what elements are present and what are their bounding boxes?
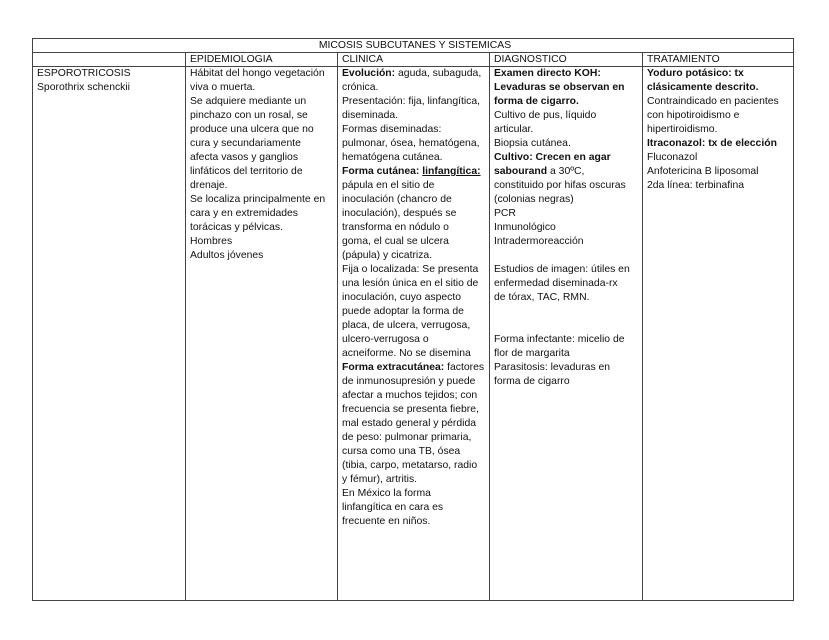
epi-line: Se localiza principalmente en xyxy=(190,194,326,205)
micosis-table xyxy=(32,38,794,601)
diag-line: forma de cigarro xyxy=(494,376,570,387)
diag-koh: Levaduras se observan en xyxy=(494,82,625,93)
clinica-line: de peso: pulmonar primaria, xyxy=(342,432,472,443)
diag-line: enfermedad diseminada-rx xyxy=(494,278,618,289)
header-diagnostico: DIAGNOSTICO xyxy=(490,53,643,67)
clinica-line: una lesión única en el sitio de xyxy=(342,278,479,289)
diag-line: flor de margarita xyxy=(494,348,570,359)
diag-line: Intradermoreacción xyxy=(494,236,584,247)
diag-line: constituido por hifas oscuras xyxy=(494,180,626,191)
epi-line: cara y en extremidades xyxy=(190,208,299,219)
diag-line: PCR xyxy=(494,208,516,219)
trat-yoduro: clásicamente descrito. xyxy=(647,82,759,93)
clinica-line: afectar a muchos tejidos; con xyxy=(342,390,478,401)
trat-line: hipertiroidismo. xyxy=(647,124,718,135)
header-epidemiologia: EPIDEMIOLOGIA xyxy=(186,53,338,67)
clinica-line: mal estado general y pérdida xyxy=(342,418,477,429)
diag-line: Inmunológico xyxy=(494,222,556,233)
forma-cutanea-label: Forma cutánea: xyxy=(342,166,423,177)
clinica-line: (tibia, carpo, metatarso, radio xyxy=(342,460,478,471)
diag-line: Forma infectante: micelio de xyxy=(494,334,625,345)
epi-line: linfáticos del territorio de xyxy=(190,166,303,177)
evolucion-label: Evolución: xyxy=(342,68,396,79)
epi-line: Se adquiere mediante un xyxy=(190,96,307,107)
clinica-line: cursa como una TB, ósea xyxy=(342,446,461,457)
forma-extracutanea-label: Forma extracutánea: xyxy=(342,362,445,373)
clinica-line: inoculación), después se xyxy=(342,208,457,219)
epidemiologia-cell xyxy=(186,67,338,601)
trat-itraconazol: Itraconazol: tx de elección xyxy=(647,138,777,149)
trat-line: 2da línea: terbinafina xyxy=(647,180,745,191)
clinica-line: puede adoptar la forma de xyxy=(342,306,464,317)
clinica-line: y fémur), artritis. xyxy=(342,474,418,485)
extracutanea-text: factores xyxy=(444,362,485,373)
spacer xyxy=(494,305,642,333)
clinica-evolucion xyxy=(342,67,489,81)
clinica-line: goma, el cual se ulcera xyxy=(342,236,449,247)
diag-line: (colonias negras) xyxy=(494,194,574,205)
clinica-forma-cutanea xyxy=(342,165,489,179)
clinica-line: crónica. xyxy=(342,82,379,93)
clinica-line: frecuencia se presenta fiebre, xyxy=(342,404,479,415)
clinica-line: Fija o localizada: Se presenta xyxy=(342,264,479,275)
linfangitica-label: linfangítica: xyxy=(422,166,481,177)
header-clinica: CLINICA xyxy=(338,53,490,67)
clinica-line: transforma en nódulo o xyxy=(342,222,449,233)
trat-line: Fluconazol xyxy=(647,152,698,163)
clinica-line: inoculación, cuyo aspecto xyxy=(342,292,461,303)
diag-line: de tórax, TAC, RMN. xyxy=(494,292,590,303)
disease-name: ESPOROTRICOSIS xyxy=(37,68,131,79)
epi-line: viva o muerta. xyxy=(190,82,256,93)
trat-line: Contraindicado en pacientes xyxy=(647,96,779,107)
epi-line: drenaje. xyxy=(190,180,228,191)
epi-line: Hábitat del hongo vegetación xyxy=(190,68,325,79)
disease-organism: Sporothrix schenckii xyxy=(37,82,130,93)
diag-line: Parasitosis: levaduras en xyxy=(494,362,611,373)
sabourand-label: sabourand xyxy=(494,166,548,177)
clinica-line: inoculación (chancro de xyxy=(342,194,452,205)
clinica-forma-extracutanea xyxy=(342,361,489,375)
epi-line: pinchazo con un rosal, se xyxy=(190,110,308,121)
clinica-line: pápula en el sitio de xyxy=(342,180,435,191)
clinica-line: hematógena cutánea. xyxy=(342,152,443,163)
trat-line: con hipotiroidismo e xyxy=(647,110,740,121)
clinica-cell xyxy=(338,67,490,601)
header-tratamiento: TRATAMIENTO xyxy=(643,53,794,67)
diag-koh: forma de cigarro. xyxy=(494,96,579,107)
trat-line: Anfotericina B liposomal xyxy=(647,166,759,177)
disease-cell xyxy=(33,67,186,601)
clinica-line: frecuente en niños. xyxy=(342,516,431,527)
clinica-line: ulcero-verrugosa o xyxy=(342,334,429,345)
epi-line: torácicas y pélvicas. xyxy=(190,222,283,233)
table-title: MICOSIS SUBCUTANES Y SISTEMICAS xyxy=(33,39,794,53)
clinica-line: Presentación: fija, linfangítica, xyxy=(342,96,481,107)
diag-line: Cultivo de pus, líquido xyxy=(494,110,597,121)
clinica-line: diseminada. xyxy=(342,110,399,121)
evolucion-text: aguda, subaguda, xyxy=(395,68,482,79)
header-empty xyxy=(33,53,186,67)
cultivo-temp: a 30ºC, xyxy=(547,166,585,177)
clinica-line: Formas diseminadas: xyxy=(342,124,442,135)
epi-line: Adultos jóvenes xyxy=(190,250,264,261)
epi-line: afecta vasos y ganglios xyxy=(190,152,299,163)
epi-line: Hombres xyxy=(190,236,233,247)
diag-line: articular. xyxy=(494,124,534,135)
diag-line: Estudios de imagen: útiles en xyxy=(494,264,630,275)
clinica-line: linfangítica en cara es xyxy=(342,502,444,513)
spacer xyxy=(494,249,642,263)
diag-cultivo xyxy=(494,165,642,179)
diag-koh: Examen directo KOH: xyxy=(494,68,601,79)
trat-yoduro: Yoduro potásico: tx xyxy=(647,68,744,79)
epi-line: cura y secundariamente xyxy=(190,138,301,149)
diagnostico-cell xyxy=(490,67,643,601)
tratamiento-cell xyxy=(643,67,794,601)
epi-line: produce una ulcera que no xyxy=(190,124,314,135)
clinica-line: acneiforme. No se disemina xyxy=(342,348,471,359)
diag-cultivo-label: Cultivo: Crecen en agar xyxy=(494,152,611,163)
clinica-line: pulmonar, ósea, hematógena, xyxy=(342,138,480,149)
clinica-line: de inmunosupresión y puede xyxy=(342,376,476,387)
diag-line: Biopsia cutánea. xyxy=(494,138,571,149)
clinica-line: (pápula) y cicatriza. xyxy=(342,250,433,261)
clinica-line: placa, de ulcera, verrugosa, xyxy=(342,320,471,331)
clinica-line: En México la forma xyxy=(342,488,431,499)
